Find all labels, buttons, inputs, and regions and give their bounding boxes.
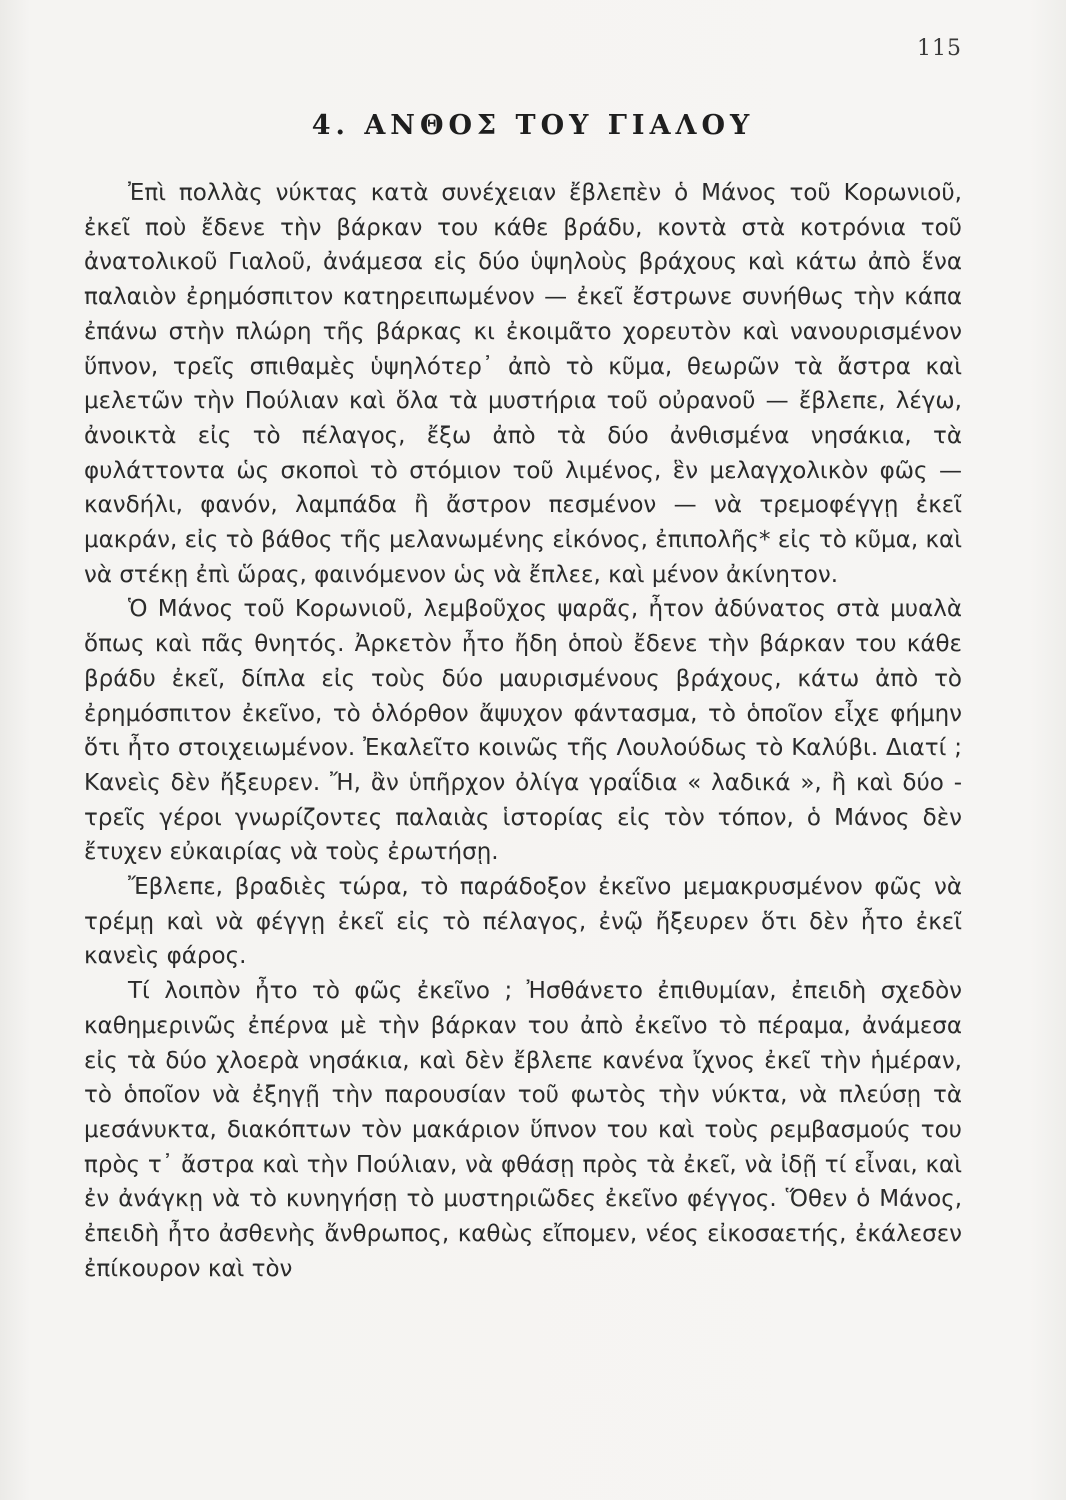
body-text xyxy=(84,176,962,1287)
chapter-title: 4. ΑΝΘΟΣ ΤΟΥ ΓΙΑΛΟΥ xyxy=(311,110,755,141)
paragraph: Ἐπὶ πολλὰς νύκτας κατὰ συνέχειαν ἔβλεπὲν ὁ Μάνος τοῦ Κορωνιοῦ, ἐκεῖ ποὺ ἔδενε τὴν βάρκαν του κάθε βράδυ, κοντὰ στὰ κοτρόνια τοῦ ἀνατολικοῦ Γιαλοῦ, ἀνάμεσα εἰς δύο ὑψηλοὺς βράχους καὶ κάτω ἀπὸ ἕνα παλαιὸν ἐρημόσπιτον κατηρειπωμένον — ἐκεῖ ἔστρωνε συνήθως τὴν κάπα ἐπάνω στὴν πλώρη τῆς βάρκας κι ἐκοιμᾶτο χορευτὸν καὶ νανουρισμένον ὕπνον, τρεῖς σπιθαμὲς ὑψηλότερ᾽ ἀπὸ τὸ κῦμα, θεωρῶν τὰ ἄστρα καὶ μελετῶν τὴν Πούλιαν καὶ ὅλα τὰ μυστήρια τοῦ οὐρανοῦ — ἔβλεπε, λέγω, ἀνοικτὰ εἰς τὸ πέλαγος, ἔξω ἀπὸ τὰ δύο ἀνθισμένα νησάκια, τὰ φυλάττοντα ὡς σκοποὶ τὸ στόμιον τοῦ λιμένος, ἓν μελαγχολικὸν φῶς — κανδήλι, φανόν, λαμπάδα ἢ ἄστρον πεσμένον — νὰ τρεμοφέγγῃ ἐκεῖ μακράν, εἰς τὸ βάθος τῆς μελανωμένης εἰκόνος, ἐπιπολῆς* εἰς τὸ κῦμα, καὶ νὰ στέκῃ ἐπὶ ὥρας, φαινόμενον ὡς νὰ ἔπλεε, καὶ μένον ἀκίνητον. xyxy=(84,180,962,588)
page-number: 115 xyxy=(917,36,962,61)
paragraph: Ἔβλεπε, βραδιὲς τώρα, τὸ παράδοξον ἐκεῖνο μεμακρυσμένον φῶς νὰ τρέμῃ καὶ νὰ φέγγῃ ἐκεῖ εἰς τὸ πέλαγος, ἐνῷ ἤξευρεν ὅτι δὲν ἦτο ἐκεῖ κανεὶς φάρος. xyxy=(84,874,962,970)
paragraph: Ὁ Μάνος τοῦ Κορωνιοῦ, λεμβοῦχος ψαρᾶς, ἦτον ἀδύνατος στὰ μυαλὰ ὅπως καὶ πᾶς θνητός. Ἀρκετὸν ἦτο ἤδη ὁποὺ ἔδενε τὴν βάρκαν του κάθε βράδυ ἐκεῖ, δίπλα εἰς τοὺς δύο μαυρισμένους βράχους, κάτω ἀπὸ τὸ ἐρημόσπιτον ἐκεῖνο, τὸ ὁλόρθον ἄψυχον φάντασμα, τὸ ὁποῖον εἶχε φήμην ὅτι ἦτο στοιχειωμένον. Ἐκαλεῖτο κοινῶς τῆς Λουλούδως τὸ Καλύβι. Διατί ; Κανεὶς δὲν ἤξευρεν. Ἤ, ἂν ὑπῆρχον ὀλίγα γραΐδια « λαδικά », ἢ καὶ δύο - τρεῖς γέροι γνωρίζοντες παλαιὰς ἱστορίας εἰς τὸν τόπον, ὁ Μάνος δὲν ἔτυχεν εὐκαιρίας νὰ τοὺς ἐρωτήσῃ. xyxy=(84,596,962,866)
paragraph: Τί λοιπὸν ἦτο τὸ φῶς ἐκεῖνο ; Ἠσθάνετο ἐπιθυμίαν, ἐπειδὴ σχεδὸν καθημερινῶς ἐπέρνα μὲ τὴν βάρκαν του ἀπὸ ἐκεῖνο τὸ πέραμα, ἀνάμεσα εἰς τὰ δύο χλοερὰ νησάκια, καὶ δὲν ἔβλεπε κανένα ἴχνος ἐκεῖ τὴν ἡμέραν, τὸ ὁποῖον νὰ ἐξηγῇ τὴν παρουσίαν τοῦ φωτὸς τὴν νύκτα, νὰ πλεύσῃ τὰ μεσάνυκτα, διακόπτων τὸν μακάριον ὕπνον του καὶ τοὺς ρεμβασμούς του πρὸς τ᾽ ἄστρα καὶ τὴν Πούλιαν, νὰ φθάσῃ πρὸς τὰ ἐκεῖ, νὰ ἰδῇ τί εἶναι, καὶ ἐν ἀνάγκῃ νὰ τὸ κυνηγήσῃ τὸ μυστηριῶδες ἐκεῖνο φέγγος. Ὅθεν ὁ Μάνος, ἐπειδὴ ἦτο ἀσθενὴς ἄνθρωπος, καθὼς εἴπομεν, νέος εἰκοσαετής, ἐκάλεσεν ἐπίκουρον καὶ τὸν xyxy=(84,978,962,1282)
